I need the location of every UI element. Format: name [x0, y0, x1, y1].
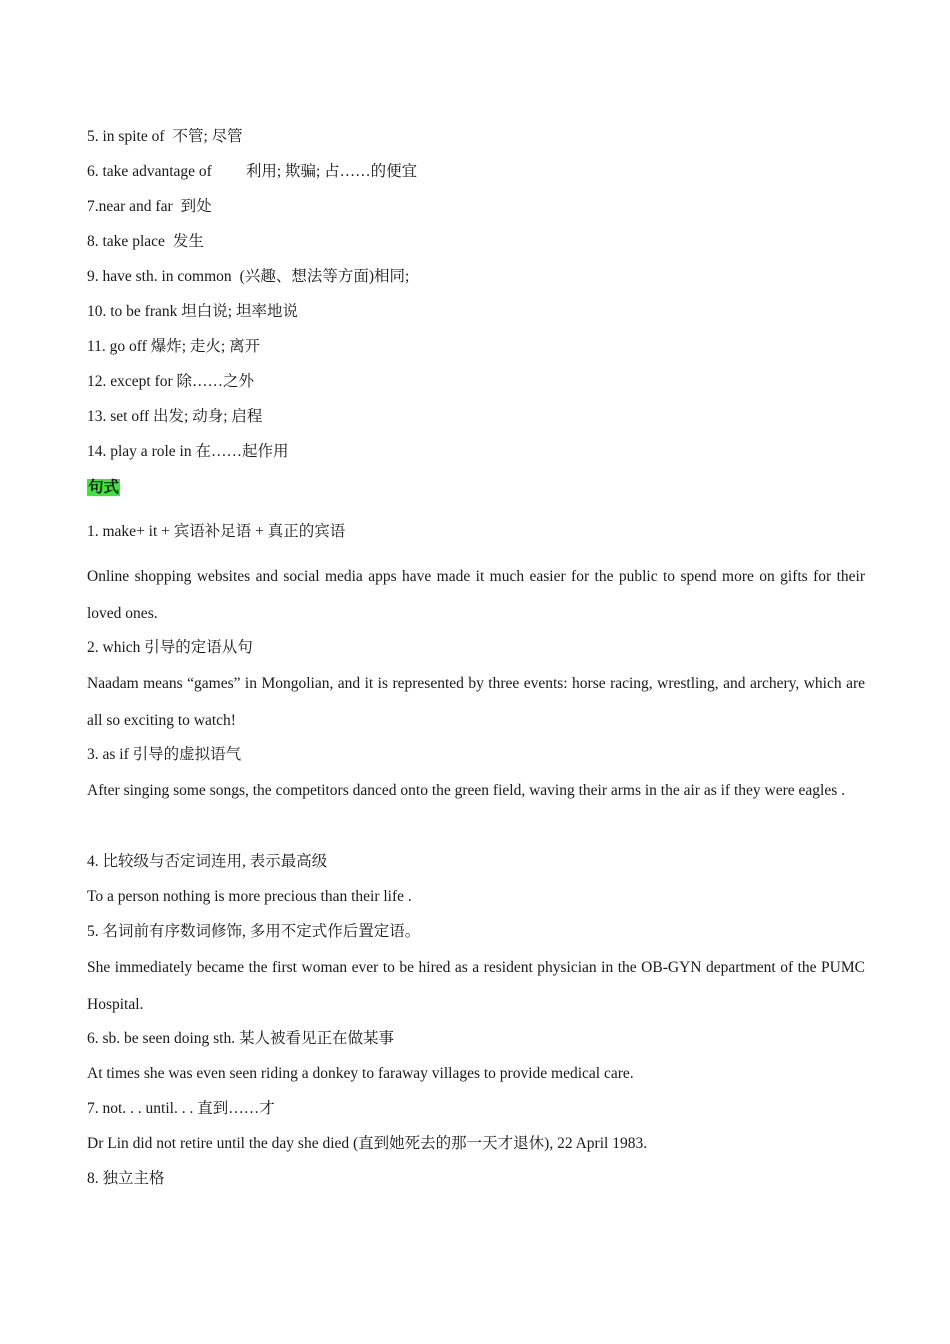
pattern-heading: 8. 独立主格	[87, 1170, 165, 1187]
phrase-term: 6. take advantage of	[87, 163, 212, 180]
pattern-example: Dr Lin did not retire until the day she died (直到她死去的那一天才退休), 22 April 1983.	[87, 1135, 648, 1152]
phrase-term: 12. except for	[87, 373, 173, 390]
phrase-meaning: (兴趣、想法等方面)相同;	[239, 268, 410, 285]
phrase-term: 5. in spite of	[87, 128, 165, 145]
phrase-meaning: 在……起作用	[195, 443, 289, 460]
pattern-heading: 4. 比较级与否定词连用, 表示最高级	[87, 853, 328, 870]
phrase-item	[87, 301, 298, 323]
phrase-item	[87, 266, 409, 288]
pattern-heading: 6. sb. be seen doing sth. 某人被看见正在做某事	[87, 1030, 394, 1047]
section-title-highlight: 句式	[88, 479, 120, 496]
phrase-item	[87, 336, 260, 358]
phrase-term: 8. take place	[87, 233, 165, 250]
phrase-item	[87, 126, 243, 148]
phrase-term: 14. play a role in	[87, 443, 192, 460]
phrase-meaning: 到处	[180, 198, 212, 215]
phrase-meaning: 出发; 动身; 启程	[153, 408, 263, 425]
pattern-example: She immediately became the first woman ever to be hired as a resident physician in the OB-GYN department of the PUMC Hospital.	[87, 959, 865, 1013]
phrase-item	[87, 196, 212, 218]
pattern-heading: 3. as if 引导的虚拟语气	[87, 746, 242, 763]
phrase-meaning: 不管; 尽管	[172, 128, 243, 145]
phrase-item	[87, 441, 289, 463]
pattern-example: At times she was even seen riding a donkey to faraway villages to provide medical care.	[87, 1065, 634, 1082]
pattern-example: After singing some songs, the competitors danced onto the green field, waving their arms in the air as if they were eagles .	[87, 782, 845, 799]
pattern-example: Naadam means “games” in Mongolian, and it is represented by three events: horse racing, wrestling, and archery, which are all so exciting to watch!	[87, 675, 865, 729]
pattern-heading: 5. 名词前有序数词修饰, 多用不定式作后置定语。	[87, 923, 421, 940]
pattern-example: Online shopping websites and social media apps have made it much easier for the public to spend more on gifts for their loved ones.	[87, 568, 865, 622]
pattern-heading: 2. which 引导的定语从句	[87, 639, 253, 656]
phrase-meaning: 发生	[172, 233, 204, 250]
phrase-item	[87, 371, 254, 393]
phrase-term: 7.near and far	[87, 198, 173, 215]
phrase-term: 11. go off	[87, 338, 147, 355]
phrase-term: 13. set off	[87, 408, 150, 425]
phrase-meaning: 爆炸; 走火; 离开	[150, 338, 261, 355]
pattern-heading: 7. not. . . until. . . 直到……才	[87, 1100, 275, 1117]
phrase-meaning: 利用; 欺骗; 占……的便宜	[245, 163, 418, 180]
phrase-term: 9. have sth. in common	[87, 268, 232, 285]
phrase-term: 10. to be frank	[87, 303, 178, 320]
phrase-item	[87, 406, 262, 428]
pattern-example: To a person nothing is more precious than their life .	[87, 888, 412, 905]
phrase-meaning: 除……之外	[176, 373, 255, 390]
phrase-item	[87, 161, 417, 183]
phrase-item	[87, 231, 204, 253]
section-title	[87, 477, 120, 499]
phrase-meaning: 坦白说; 坦率地说	[181, 303, 298, 320]
pattern-heading: 1. make+ it + 宾语补足语 + 真正的宾语	[87, 523, 346, 540]
